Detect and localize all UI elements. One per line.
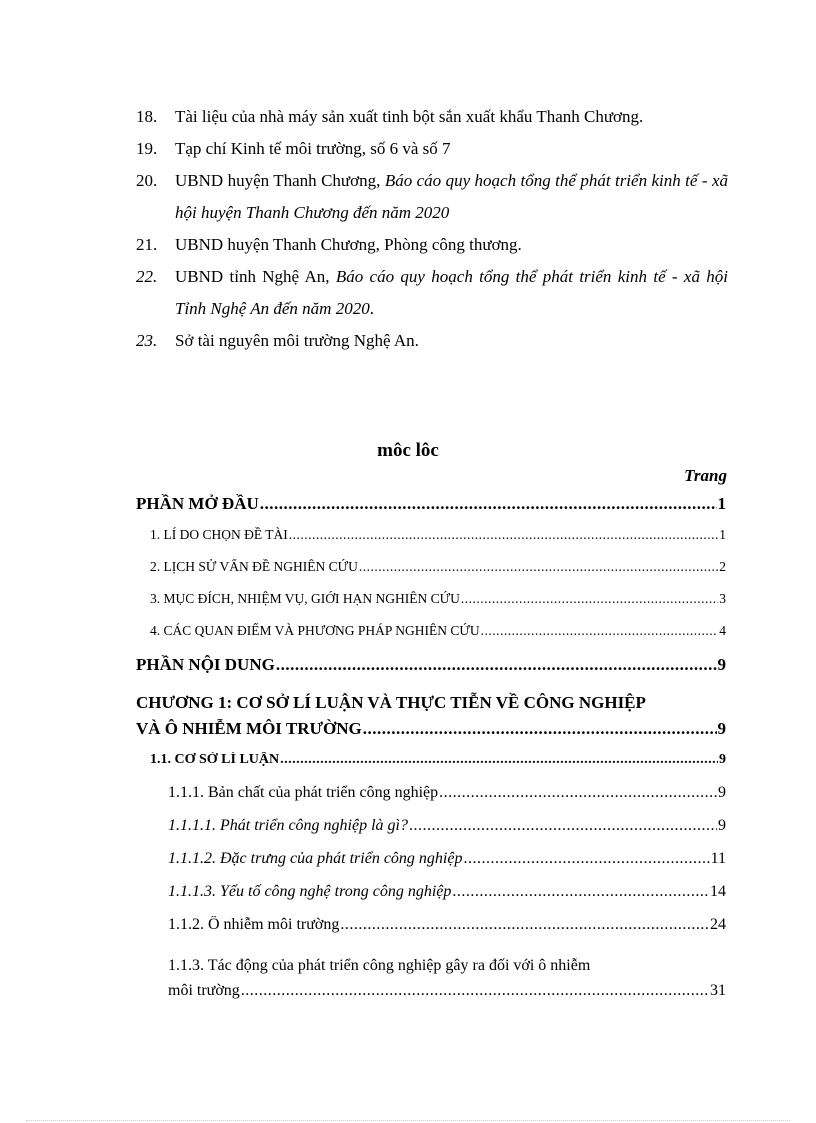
toc-entry[interactable]: [136, 591, 726, 623]
reference-title: Báo cáo quy hoạch tổng thể phát triển kinh tế - xã hội huyện Thanh Chương đến năm 2020: [175, 171, 728, 222]
reference-item: [136, 325, 728, 357]
toc-entry[interactable]: [136, 883, 726, 916]
toc-entry-page: 9: [717, 719, 726, 738]
toc-entry-1-1-3[interactable]: [136, 949, 726, 1015]
toc-entry[interactable]: [136, 527, 726, 559]
toc-leader: [481, 623, 719, 639]
reference-text: Tài liệu của nhà máy sản xuất tinh bột sắn xuất khẩu Thanh Chương.: [175, 107, 644, 126]
toc-entry: [136, 982, 726, 1015]
toc-entry-page: 9: [719, 752, 726, 767]
table-of-contents: [136, 494, 726, 1015]
toc-entry-page: 24: [710, 916, 726, 933]
toc-entry-label: 3. MỤC ĐÍCH, NHIỆM VỤ, GIỚI HẠN NGHIÊN CỨU: [150, 591, 460, 606]
reference-number: 23.: [136, 331, 158, 350]
toc-entry-label: môi trường: [168, 982, 240, 999]
toc-entry[interactable]: [136, 817, 726, 850]
toc-entry[interactable]: [136, 784, 726, 817]
toc-leader: [452, 883, 709, 901]
toc-entry-page: 31: [710, 982, 726, 999]
reference-text: Tạp chí Kinh tế môi trường, số 6 và số 7: [175, 139, 451, 158]
reference-number: 19.: [136, 139, 158, 158]
toc-entry-label-line1: CHƯƠNG 1: CƠ SỞ LÍ LUẬN VÀ THỰC TIỄN VỀ CÔNG NGHIỆP: [136, 693, 646, 712]
reference-author: UBND tỉnh Nghệ An,: [175, 267, 336, 286]
toc-leader: [280, 752, 718, 768]
toc-entry-page: 14: [710, 883, 726, 900]
reference-item: [136, 261, 728, 325]
toc-entry-page: 11: [710, 850, 726, 867]
reference-item: [136, 165, 728, 229]
toc-leader: [340, 916, 709, 934]
reference-title: Báo cáo quy hoạch tổng thể phát triển kinh tế - xã hội Tỉnh Nghệ An đến năm 2020: [175, 267, 729, 318]
toc-entry-label: 4. CÁC QUAN ĐIỂM VÀ PHƯƠNG PHÁP NGHIÊN CỨU: [150, 623, 480, 638]
toc-entry-label: 1.1.1.2. Đặc trưng của phát triển công nghiệp: [168, 850, 463, 867]
toc-entry-label: 1.1. CƠ SỞ LÍ LUẬN: [150, 752, 280, 767]
toc-leader: [289, 527, 719, 543]
toc-entry[interactable]: [136, 916, 726, 949]
toc-entry-page: 9: [717, 655, 726, 674]
reference-number: 21.: [136, 235, 158, 254]
reference-text: UBND huyện Thanh Chương, Phòng công thương.: [175, 235, 522, 254]
reference-number: 22.: [136, 267, 158, 286]
toc-entry[interactable]: [136, 655, 726, 687]
toc-entry-page: 4: [719, 623, 726, 638]
toc-leader: [409, 817, 717, 835]
toc-entry-page: 2: [719, 559, 726, 574]
toc-entry-label: PHẦN MỞ ĐẦU: [136, 494, 259, 513]
toc-entry-label: PHẦN NỘI DUNG: [136, 655, 275, 674]
toc-entry-label: 1. LÍ DO CHỌN ĐỀ TÀI: [150, 527, 288, 542]
reference-text: [175, 165, 728, 229]
toc-entry-label: 1.1.1. Bản chất của phát triển công nghiệp: [168, 784, 439, 801]
toc-leader: [363, 719, 717, 739]
reference-number: 20.: [136, 171, 158, 190]
toc-entry-page: 1: [717, 494, 726, 513]
reference-text: Sở tài nguyên môi trường Nghệ An.: [175, 331, 419, 350]
reference-list: [136, 101, 728, 357]
toc-entry[interactable]: [136, 752, 726, 784]
toc-entry: [136, 719, 726, 752]
toc-entry-chapter-1[interactable]: [136, 687, 726, 752]
toc-title: môc lôc: [377, 440, 439, 461]
toc-entry-page: 9: [718, 784, 726, 801]
toc-leader: [463, 850, 709, 868]
toc-leader: [241, 982, 709, 1000]
page-bottom-divider: [26, 1120, 790, 1121]
toc-entry-label: 2. LỊCH SỬ VẤN ĐỀ NGHIÊN CỨU: [150, 559, 358, 574]
toc-page-header: Trang: [684, 466, 727, 485]
toc-entry-page: 1: [719, 527, 726, 542]
toc-leader: [461, 591, 718, 607]
reference-item: [136, 229, 728, 261]
reference-number: 18.: [136, 107, 158, 126]
toc-leader: [260, 494, 717, 514]
toc-entry-page: 9: [718, 817, 726, 834]
toc-entry[interactable]: [136, 623, 726, 655]
toc-entry-label-line1: 1.1.3. Tác động của phát triển công nghiệp gây ra đối với ô nhiễm: [168, 957, 591, 974]
reference-text: [175, 261, 728, 325]
toc-entry-label: 1.1.2. Ô nhiễm môi trường: [168, 916, 340, 933]
toc-entry-label: VÀ Ô NHIỄM MÔI TRƯỜNG: [136, 719, 362, 738]
reference-tail: .: [369, 299, 374, 318]
toc-entry-label: 1.1.1.3. Yếu tố công nghệ trong công nghiệp: [168, 883, 452, 900]
toc-leader: [359, 559, 718, 575]
toc-entry-page: 3: [719, 591, 726, 606]
reference-author: UBND huyện Thanh Chương,: [175, 171, 385, 190]
reference-item: [136, 101, 728, 133]
toc-entry[interactable]: [136, 559, 726, 591]
toc-leader: [276, 655, 717, 675]
toc-leader: [439, 784, 717, 802]
toc-entry-label: 1.1.1.1. Phát triển công nghiệp là gì?: [168, 817, 408, 834]
toc-entry[interactable]: [136, 850, 726, 883]
reference-item: [136, 133, 728, 165]
toc-entry[interactable]: [136, 494, 726, 527]
